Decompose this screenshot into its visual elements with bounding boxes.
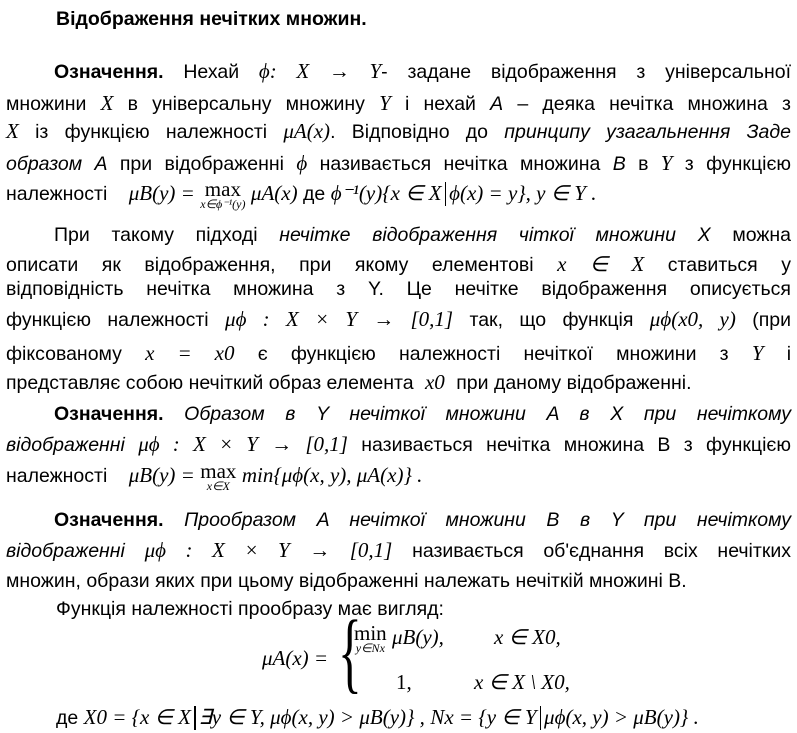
math-phi: ϕ: [296, 151, 308, 175]
text: при відображенні: [119, 153, 284, 175]
p2-line-1: [6, 222, 791, 248]
p4-line-4: [56, 596, 797, 622]
math-X0-condition: ∃y ∈ Y, μϕ(x, y) > μB(y)} ,: [198, 705, 425, 729]
math-max-operator: max x∈ϕ⁻¹(y): [200, 177, 246, 211]
text: належності: [6, 183, 108, 205]
math-mu-phi-map: μϕ : X × Y → [0,1]: [144, 538, 393, 562]
definition-label: Означення.: [54, 403, 164, 425]
p1-line-1: [6, 58, 791, 85]
definition-label: Означення.: [54, 61, 164, 83]
p1-line-4: [6, 150, 791, 177]
text: і нехай: [404, 93, 476, 115]
math-map-xy: : X → Y: [269, 59, 382, 83]
math-B: B: [612, 153, 626, 175]
p2-line-2: [6, 251, 791, 278]
math-preimage-set: ϕ⁻¹(y){x ∈ X: [330, 181, 442, 205]
text: так, що функція: [469, 309, 634, 331]
text: можна: [732, 224, 792, 246]
p2-line-3: [6, 276, 791, 302]
p3-line-1: [6, 401, 791, 427]
text: . Відповідно до: [330, 121, 489, 143]
text: де: [56, 707, 79, 729]
math-min-expression: min{μϕ(x, y), μA(x)} .: [241, 463, 423, 487]
term-image: Образом: [184, 403, 265, 425]
math-Nx-def: Nx = {y ∈ Y: [430, 705, 537, 729]
text: Нехай: [183, 61, 240, 83]
text: в: [638, 153, 649, 175]
math-case2-condition: x ∈ X \ X0,: [474, 670, 570, 694]
p2-line-6: [6, 369, 791, 396]
math-case1-condition: x ∈ X0,: [494, 625, 561, 649]
text: називається нечітка множина: [319, 153, 601, 175]
math-mu-phi-map: μϕ : X × Y → [0,1]: [138, 432, 348, 456]
math-x0: x0: [424, 370, 445, 394]
set-divider: [445, 182, 447, 206]
math-A: A: [490, 93, 504, 115]
text: - задане відображення з універсальної: [381, 61, 791, 83]
math-Nx-condition: μϕ(x, y) > μB(y)} .: [544, 705, 699, 729]
math-formula-muB: μB(y) =: [128, 463, 195, 487]
left-brace: {: [338, 603, 362, 702]
p1-line-3: [6, 118, 791, 145]
math-mu-phi-map: μϕ : X × Y → [0,1]: [225, 307, 454, 331]
text: При такому підході: [54, 224, 258, 246]
p3-line-2: [6, 431, 791, 458]
math-x-in-X: x ∈ X: [557, 252, 645, 276]
math-max-operator: max x∈X: [200, 459, 237, 493]
text: представляє собою нечіткий образ елемента: [6, 372, 414, 394]
text: є функцією належності нечіткої множини з: [257, 343, 729, 365]
text: при даному відображенні.: [456, 372, 692, 394]
text: Функція належності прообразу має вигляд:: [56, 598, 444, 620]
p1-line-2: [6, 90, 791, 117]
text: ставиться у: [667, 254, 791, 276]
text: в Y нечіткої множини A в X при нечіткому: [285, 403, 792, 425]
p1-line-5: [6, 177, 791, 220]
definition-label: Означення.: [54, 509, 164, 531]
math-min-operator: min y∈Nx: [354, 621, 387, 655]
math-formula-muB: μB(y) =: [128, 181, 195, 205]
term-preimage: Прообразом A нечіткої множини B в Y при нечіткому: [184, 509, 792, 531]
math-X0-def: X0 = {x ∈ X: [83, 705, 191, 729]
text: відображенні: [6, 540, 125, 562]
math-x-eq-x0: x = x0: [145, 341, 235, 365]
p4-line-3: [6, 568, 791, 594]
text: називається об'єднання всіх нечітких: [412, 540, 791, 562]
section-title: Відображення нечітких множин.: [56, 8, 367, 30]
math-muA-x: μA(x): [250, 181, 298, 205]
p4-line-1: [6, 507, 791, 533]
set-divider: [540, 706, 542, 730]
text: – деяка нечітка множина з: [517, 93, 791, 115]
text: множини: [6, 93, 87, 115]
text: де: [303, 183, 326, 205]
text: називається нечітка множина B з функцією: [361, 434, 791, 456]
p2-line-5: [6, 340, 791, 367]
math-Y: Y: [751, 341, 764, 365]
math-case1-value: μB(y),: [392, 625, 444, 649]
math-phi: ϕ: [258, 59, 270, 83]
text: множин, образи яких при цьому відображенні належать нечіткій множині B.: [6, 570, 687, 592]
text: з функцією: [684, 153, 792, 175]
math-muA-lhs: μA(x) =: [262, 646, 329, 670]
text: відображенні: [6, 434, 125, 456]
text: описати як відображення, при якому елементові: [6, 254, 534, 276]
math-muA-x: μA(x): [283, 119, 331, 143]
math-mu-phi-x0y: μϕ(x0, y): [649, 307, 736, 331]
text: із функцією належності: [35, 121, 268, 143]
p3-line-3: [6, 459, 791, 502]
math-case2-value: 1,: [396, 670, 412, 694]
math-X: X: [6, 119, 19, 143]
term-image-A: образом A: [6, 153, 108, 175]
p4-line-2: [6, 537, 791, 564]
set-divider: [194, 706, 196, 730]
math-Y: Y: [660, 151, 673, 175]
math-Y: Y: [379, 91, 391, 115]
text: належності: [6, 465, 108, 487]
math-preimage-condition: ϕ(x) = y}, y ∈ Y .: [449, 181, 597, 205]
p2-line-4: [6, 306, 791, 333]
math-X: X: [100, 91, 114, 115]
term-zadeh-principle: принципу узагальнення Заде: [504, 121, 792, 143]
text: відповідність нечітка множина з Y. Це нечітке відображення описується: [6, 278, 791, 300]
text: в універсальну множину: [127, 93, 365, 115]
text: (при: [752, 309, 792, 331]
text: і: [786, 343, 792, 365]
text: фіксованому: [6, 343, 122, 365]
final-definitions: [56, 704, 791, 731]
term-fuzzy-mapping: нечітке відображення чіткої множини X: [279, 224, 711, 246]
text: функцією належності: [6, 309, 209, 331]
